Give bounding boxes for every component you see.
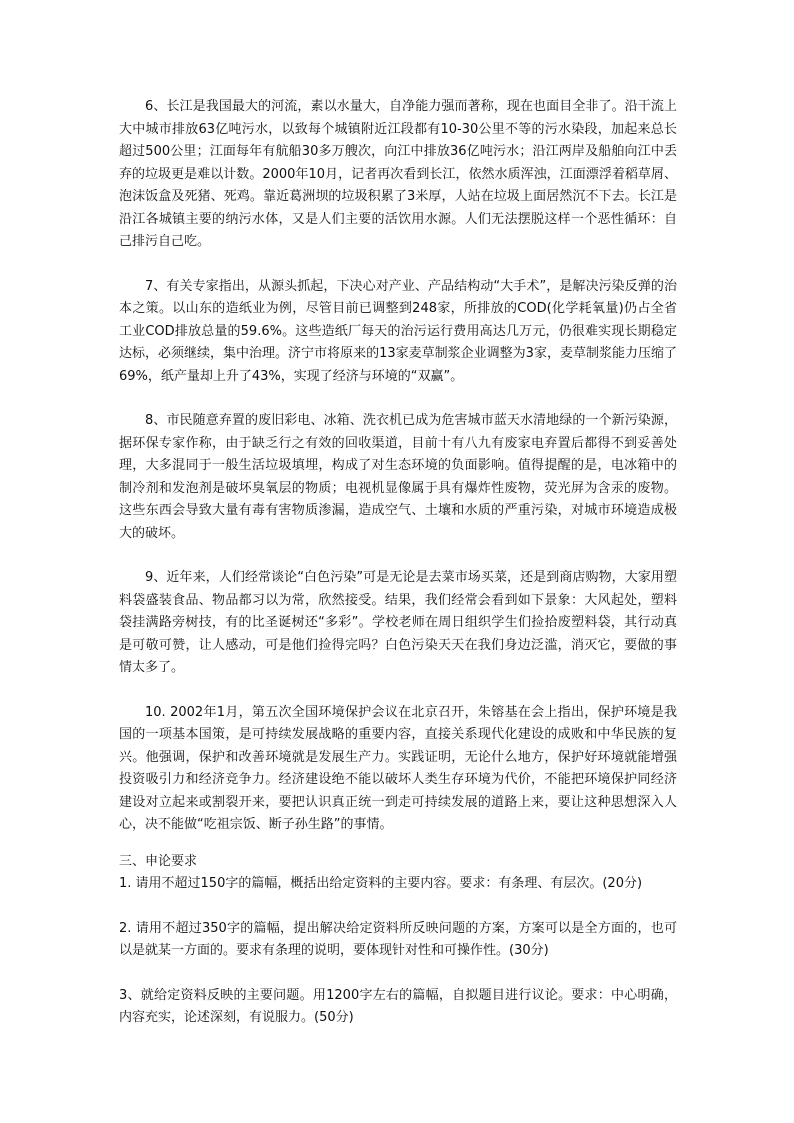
paragraph-spacer — [119, 545, 677, 567]
requirement-item-3: 3、就给定资料反映的主要问题。用1200字左右的篇幅，自拟题目进行议论。要求：中心明确，内容充实，论述深刻，有说服力。(50分) — [119, 987, 677, 1025]
material-paragraph-9: 9、近年来，人们经常谈论“白色污染”可是无论是去菜市场买菜，还是到商店购物，大家用塑料袋盛装食品、物品都习以为常，欣然接受。结果，我们经常会看到如下景象：大风起处，塑料袋挂满路旁树技，有的比圣诞树还“多彩”。学校老师在周日组织学生们捡拾废塑料袋，其行动真是可敬可赞，让人感动，可是他们捡得完吗？白色污染天天在我们身边泛滥，消灭它，要做的事情太多了。 — [119, 570, 677, 675]
paragraph-spacer — [119, 388, 677, 410]
paragraph-spacer — [119, 963, 677, 985]
material-paragraph-6: 6、长江是我国最大的河流，素以水量大，自净能力强而著称，现在也面目全非了。沿干流上大中城市排放63亿吨污水，以致每个城镇附近江段都有10-30公里不等的污水染段，加起来总长超过500公里；江面每年有航船30多万艘次，向江中排放36亿吨污水；沿江两岸及船舶向江中丢弃的垃圾更是难以计数。2000年10月，记者再次看到长江，依然水质浑浊，江面漂浮着稻草屑、泡沫饭盒及死猪、死鸡。靠近葛洲坝的垃圾积累了3米厚，人站在垃圾上面居然沉不下去。长江是沿江各城镇主要的纳污水体，又是人们主要的活饮用水源。人们无法摆脱这样一个恶性循环：自己排污自己吃。 — [119, 99, 677, 249]
material-paragraph-7: 7、有关专家指出，从源头抓起，下决心对产业、产品结构动“大手术”，是解决污染反弹的治本之策。以山东的造纸业为例，尽管目前已调整到248家，所排放的COD(化学耗氧量)仍占全省工业COD排放总量的59.6%。这些造纸厂每天的治污运行费用高达几万元，仍很难实现长期稳定达标，必须继续，集中治理。济宁市将原来的13家麦草制浆企业调整为3家，麦草制浆能力压缩了69%，纸产量却上升了43%，实现了经济与环境的“双赢”。 — [119, 278, 677, 384]
paragraph-spacer — [119, 896, 677, 918]
material-paragraph-10: 10. 2002年1月，第五次全国环境保护会议在北京召开，朱镕基在会上指出，保护环境是我国的一项基本国策，是可持续发展战略的重要内容，直接关系现代化建设的成败和中华民族的复兴。他强调，保护和改善环境就是发展生产力。实践证明，无论什么地方，保护好环境就能增强投资吸引力和经济竞争力。经济建设绝不能以破坏人类生存环境为代价，不能把环境保护同经济建设对立起来或割裂开来，要把认识真正统一到走可持续发展的道路上来，要让这种思想深入人心，决不能做“吃祖宗饭、断子孙生路”的事情。 — [119, 704, 677, 832]
requirement-item-1: 1. 请用不超过150字的篇幅，概括出给定资料的主要内容。要求：有条理、有层次。(20分) — [119, 876, 643, 891]
requirement-item-2: 2. 请用不超过350字的篇幅，提出解决给定资料所反映问题的方案，方案可以是全方面的，也可以是就某一方面的。要求有条理的说明，要体现针对性和可操作性。(30分) — [119, 920, 677, 958]
document-page — [119, 96, 677, 1030]
material-paragraph-8: 8、市民随意弃置的废旧彩电、冰箱、洗衣机已成为危害城市蓝天水清地绿的一个新污染源，据环保专家作称，由于缺乏行之有效的回收渠道，目前十有八九有废家电弃置后都得不到妥善处理，大多混同于一般生活垃圾填埋，构成了对生态环境的负面影响。值得提醒的是，电冰箱中的制冷剂和发泡剂是破坏臭氧层的物质；电视机显像属于具有爆炸性废物，荧光屏为含汞的废物。这些东西会导致大量有毒有害物质渗漏，造成空气、土壤和水质的严重污染，对城市环境造成极大的破坏。 — [119, 413, 677, 541]
paragraph-spacer — [119, 837, 677, 851]
paragraph-spacer — [119, 680, 677, 702]
paragraph-spacer — [119, 254, 677, 276]
requirements-heading: 三、申论要求 — [119, 853, 198, 869]
